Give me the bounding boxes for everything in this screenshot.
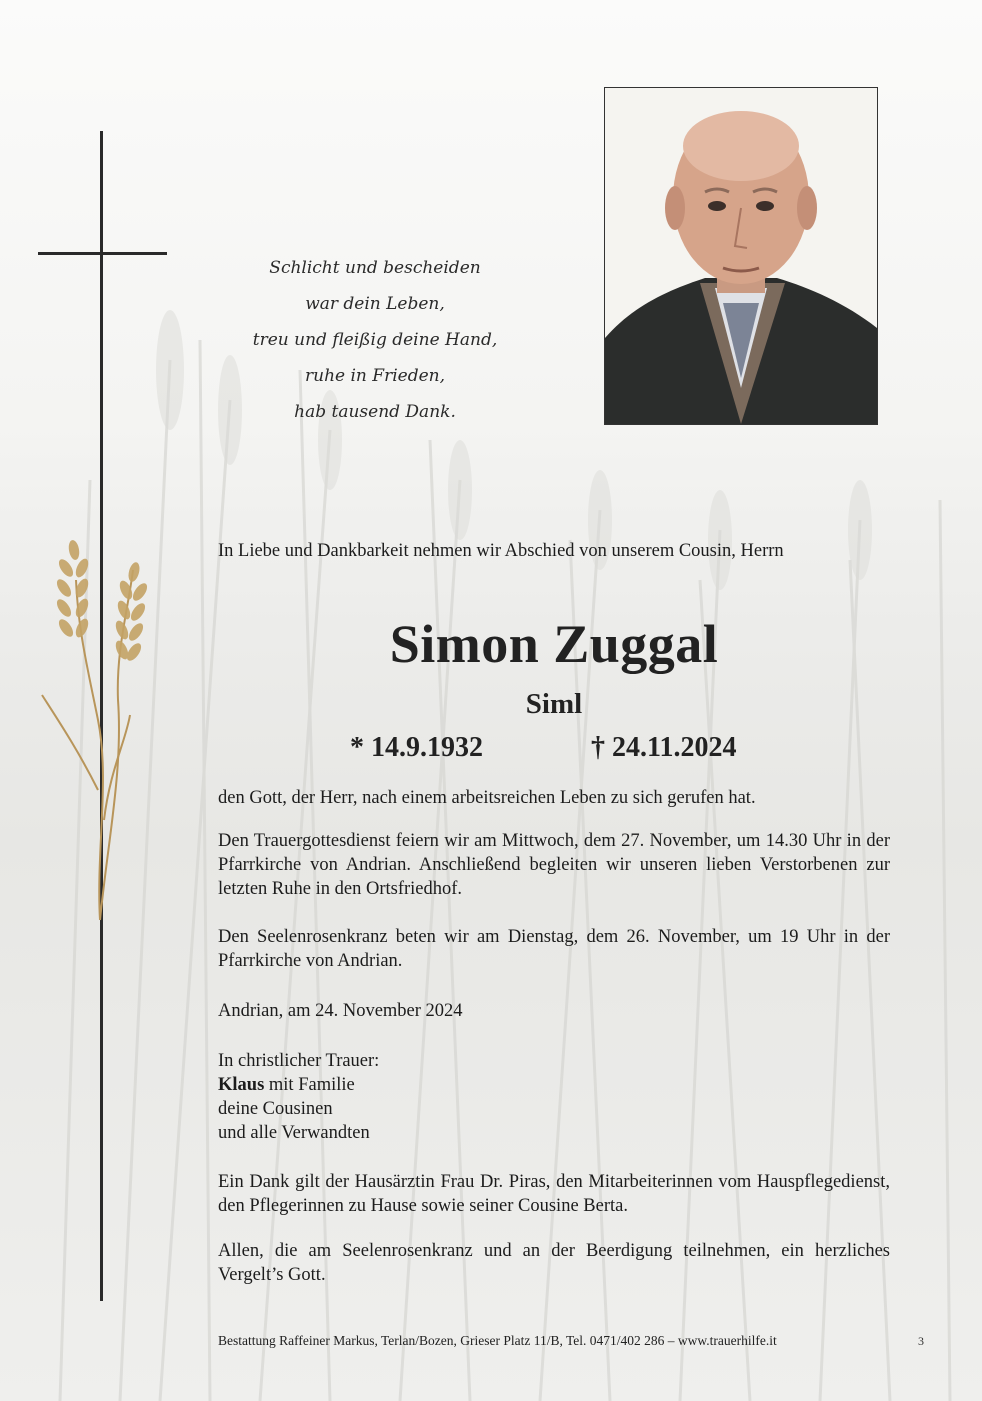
death-date: † 24.11.2024	[591, 732, 737, 763]
funeral-announcement: Den Trauergottesdienst feiern wir am Mittwoch, dem 27. November, um 14.30 Uhr in der Pfarrkirche von Andrian. Anschließend begleiten wir unseren lieben Verstorbenen zur letzten Ruhe in den Ortsfriedhof.	[218, 831, 890, 899]
funeral-home-footer: Bestattung Raffeiner Markus, Terlan/Bozen, Grieser Platz 11/B, Tel. 0471/402 286 – www.trauerhilfe.it	[218, 1333, 777, 1348]
mourners-line: und alle Verwandten	[218, 1123, 370, 1143]
rosary-announcement: Den Seelenrosenkranz beten wir am Dienstag, dem 26. November, um 19 Uhr in der Pfarrkirche von Andrian.	[218, 927, 890, 971]
mourners-heading: In christlicher Trauer:	[218, 1051, 380, 1071]
mourners-lead-name: Klaus	[218, 1075, 265, 1095]
poem-line: ruhe in Frieden,	[305, 366, 445, 386]
mourners-lead	[218, 1073, 890, 1097]
memorial-poem	[220, 250, 530, 430]
birth-date: * 14.9.1932	[350, 732, 483, 763]
mourners-lead-rest: mit Familie	[264, 1075, 355, 1095]
deceased-name: Simon Zuggal	[389, 614, 719, 674]
poem-line: hab tausend Dank.	[294, 402, 456, 422]
poem-line: war dein Leben,	[305, 294, 445, 314]
died-text: den Gott, der Herr, nach einem arbeitsreichen Leben zu sich gerufen hat.	[218, 788, 756, 808]
wheat-ears-icon	[38, 520, 168, 940]
farewell-text: Allen, die am Seelenrosenkranz und an der Beerdigung teilnehmen, ein herzliches Vergelt’s Gott.	[218, 1241, 890, 1285]
cross-horizontal-bar	[38, 252, 167, 255]
intro-text: In Liebe und Dankbarkeit nehmen wir Abschied von unserem Cousin, Herrn	[218, 541, 784, 561]
page-number: 3	[918, 1334, 924, 1348]
deceased-nickname: Siml	[525, 688, 583, 720]
poem-line: treu und fleißig deine Hand,	[252, 330, 498, 350]
mourners-block	[218, 1049, 890, 1145]
portrait-photo	[604, 87, 878, 425]
thanks-text: Ein Dank gilt der Hausärztin Frau Dr. Piras, den Mitarbeiterinnen vom Hauspflegedienst, den Pflegerinnen zu Hause sowie seiner Cousine Berta.	[218, 1172, 890, 1216]
place-date: Andrian, am 24. November 2024	[218, 1001, 463, 1021]
poem-line: Schlicht und bescheiden	[269, 258, 481, 278]
mourners-line: deine Cousinen	[218, 1099, 333, 1119]
